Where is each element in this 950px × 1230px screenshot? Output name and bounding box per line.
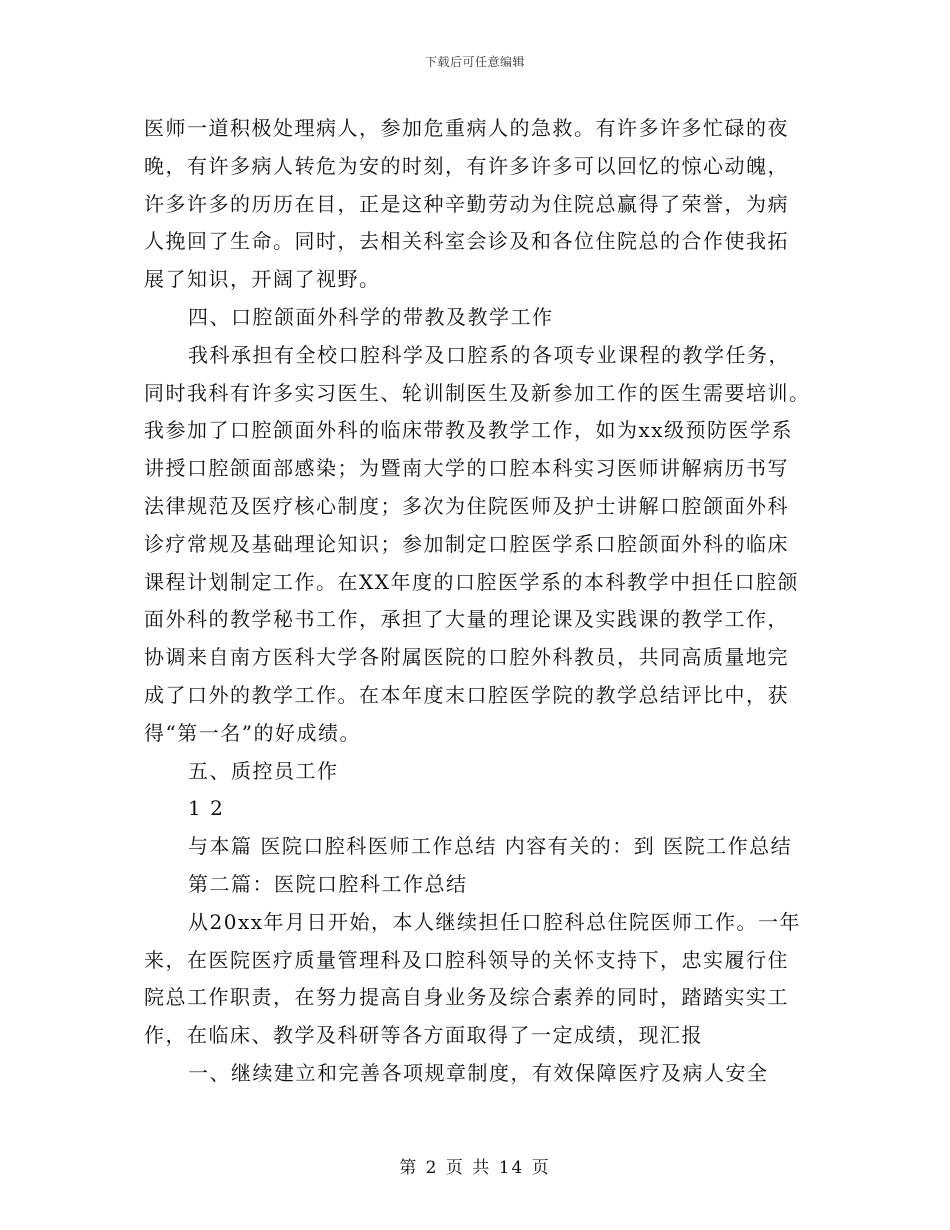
page-header: 下载后可任意编辑 [424, 55, 525, 69]
paragraph-line: 从20xx年月日开始，本人继续担任口腔科总住院医师工作。一年 [188, 909, 802, 934]
document-body [144, 110, 816, 1093]
paragraph-line: 医师一道积极处理病人，参加危重病人的急救。有许多许多忙碌的夜 [144, 116, 789, 140]
paragraph-line: 来，在医院医疗质量管理科及口腔科领导的关怀支持下，忠实履行住 [144, 947, 789, 972]
paragraph-line: 法律规范及医疗核心制度；多次为住院医师及护士讲解口腔颌面外科 [144, 493, 789, 518]
paragraph-line: 得“第一名”的好成绩。 [144, 720, 361, 745]
paragraph-line: 我科承担有全校口腔科学及口腔系的各项专业课程的教学任务， [188, 342, 790, 367]
paragraph-line: 诊疗常规及基础理论知识；参加制定口腔医学系口腔颌面外科的临床 [144, 531, 789, 556]
section-heading: 五、质控员工作 [188, 758, 339, 783]
document-subtitle: 第二篇：医院口腔科工作总结 [188, 871, 468, 896]
paragraph-line: 晚，有许多病人转危为安的时刻，有许多许多可以回忆的惊心动魄， [144, 153, 789, 178]
paragraph-line: 成了口外的教学工作。在本年度末口腔医学院的教学总结评比中，获 [144, 682, 789, 707]
paragraph-line: 课程计划制定工作。在XX年度的口腔医学系的本科教学中担任口腔颌 [144, 569, 799, 594]
paragraph-line: 展了知识，开阔了视野。 [144, 267, 381, 292]
paragraph-line: 院总工作职责，在努力提高自身业务及综合素养的同时，踏踏实实工 [144, 985, 789, 1010]
paragraph-line: 讲授口腔颌面部感染；为暨南大学的口腔本科实习医师讲解病历书写 [144, 456, 789, 481]
paragraph-line: 我参加了口腔颌面外科的临床带教及教学工作，如为xx级预防医学系 [144, 418, 794, 443]
paragraph-line: 作，在临床、教学及科研等各方面取得了一定成绩，现汇报 [144, 1023, 703, 1048]
paragraph-line: 协调来自南方医科大学各附属医院的口腔外科教员，共同高质量地完 [144, 645, 789, 670]
related-links-line: 与本篇 医院口腔科医师工作总结 内容有关的：到 医院工作总结 [188, 834, 793, 859]
section-heading: 一、继续建立和完善各项规章制度，有效保障医疗及病人安全 [188, 1060, 769, 1085]
paragraph-line: 面外科的教学秘书工作，承担了大量的理论课及实践课的教学工作， [144, 607, 789, 632]
section-heading: 四、口腔颌面外科学的带教及教学工作 [188, 304, 554, 329]
paragraph-line: 同时我科有许多实习医生、轮训制医生及新参加工作的医生需要培训。 [144, 380, 811, 405]
paragraph-line: 1 2 [188, 796, 225, 821]
paragraph-line: 许多许多的历历在目，正是这种辛勤劳动为住院总赢得了荣誉，为病 [144, 191, 789, 216]
paragraph-line: 人挽回了生命。同时，去相关科室会诊及和各位住院总的合作使我拓 [144, 229, 789, 254]
page-number-footer: 第 2 页 共 14 页 [399, 1158, 551, 1178]
